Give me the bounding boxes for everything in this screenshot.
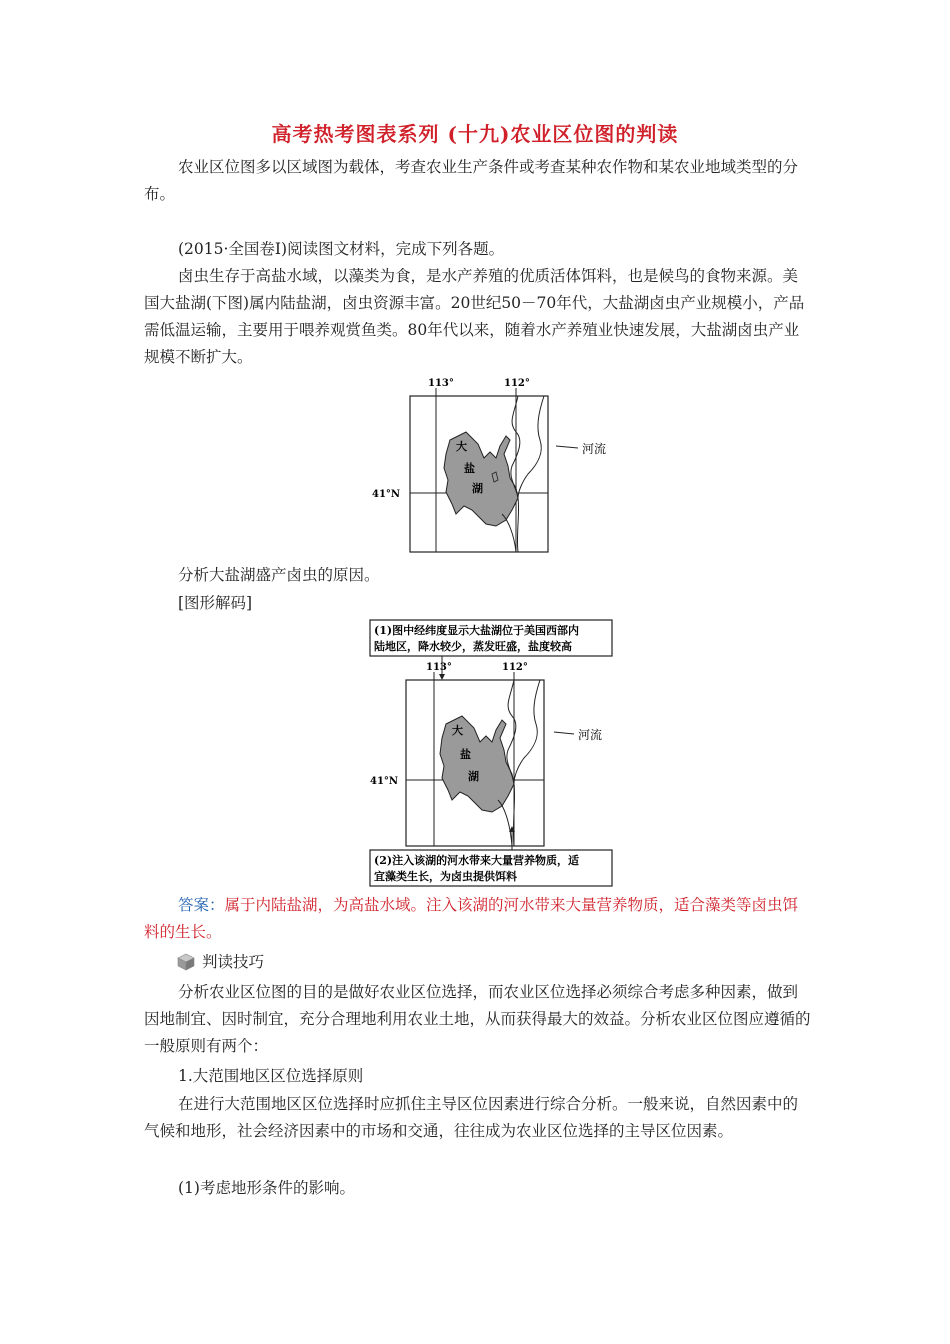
river-path-2 — [518, 396, 544, 498]
river-leader-2 — [554, 732, 574, 734]
decode-label: [图形解码] — [178, 594, 253, 612]
lake-char-2-2: 盐 — [460, 748, 471, 761]
lon-label-113: 113° — [428, 378, 454, 389]
lake-char-2: 盐 — [464, 462, 475, 475]
lon-label-112-2: 112° — [502, 662, 528, 673]
callout-1-arrowhead — [439, 674, 445, 680]
material-paragraph: 卤虫生存于高盐水域，以藻类为食，是水产养殖的优质活体饵料，也是候鸟的食物来源。美国大盐湖(下图)属内陆盐湖，卤虫资源丰富。20世纪50－70年代，大盐湖卤虫产业规模小，产品需低温运输，主要用于喂养观赏鱼类。80年代以来，随着水产养殖业快速发展，大盐湖卤虫产业规模不断扩大。 — [144, 267, 805, 366]
lake-char-1: 大 — [456, 440, 467, 453]
river-leader — [556, 446, 578, 448]
lake-char-3-2: 湖 — [468, 770, 479, 783]
callout-1-line-1: (1)图中经纬度显示大盐湖位于美国西部内 — [374, 624, 580, 637]
river-path — [511, 396, 520, 552]
callout-1-line-2: 陆地区，降水较少，蒸发旺盛，盐度较高 — [374, 640, 572, 653]
lon-label-112: 112° — [504, 378, 530, 389]
answer-paragraph — [144, 892, 812, 946]
source-line: (2015·全国卷Ⅰ)阅读图文材料，完成下列各题。 — [178, 240, 505, 258]
answer-label: 答案： — [178, 896, 225, 914]
callout-2-line-2: 宜藻类生长，为卤虫提供饵料 — [374, 870, 517, 883]
lake-char-3: 湖 — [472, 482, 483, 495]
river-label: 河流 — [582, 442, 607, 456]
lon-label-113-2: 113° — [426, 662, 452, 673]
principle-1-paragraph: 在进行大范围地区区位选择时应抓住主导区位因素进行综合分析。一般来说，自然因素中的气候和地形，社会经济因素中的市场和交通，往往成为农业区位选择的主导区位因素。 — [144, 1095, 799, 1140]
lake-char-1-2: 大 — [452, 724, 463, 737]
intro-paragraph: 农业区位图多以区域图为载体，考查农业生产条件或考查某种农作物和某农业地域类型的分布。 — [144, 158, 799, 203]
answer-text: 属于内陆盐湖，为高盐水域。注入该湖的河水带来大量营养物质，适合藻类等卤虫饵料的生长。 — [144, 896, 799, 941]
map-figure-1 — [368, 374, 628, 556]
map-figure-2 — [368, 618, 642, 890]
callout-2-line-1: (2)注入该湖的河水带来大量营养物质，适 — [374, 854, 580, 867]
cube-icon — [176, 952, 196, 972]
question-line: 分析大盐湖盛产卤虫的原因。 — [178, 566, 380, 584]
tips-paragraph: 分析农业区位图的目的是做好农业区位选择，而农业区位选择必须综合考虑多种因素，做到因地制宜、因时制宜，充分合理地利用农业土地，从而获得最大的效益。分析农业区位图应遵循的一般原则有两个： — [144, 983, 811, 1055]
lat-label-41n-2: 41°N — [370, 776, 399, 787]
principle-1-heading: 1.大范围地区区位选择原则 — [178, 1067, 364, 1085]
point-1: (1)考虑地形条件的影响。 — [178, 1179, 355, 1197]
lat-label-41n: 41°N — [372, 489, 401, 500]
river-label-2: 河流 — [578, 728, 603, 742]
tips-label: 判读技巧 — [202, 953, 265, 971]
river-path-5 — [514, 680, 540, 784]
page-title: 高考热考图表系列 (十九)农业区位图的判读 — [271, 122, 679, 146]
